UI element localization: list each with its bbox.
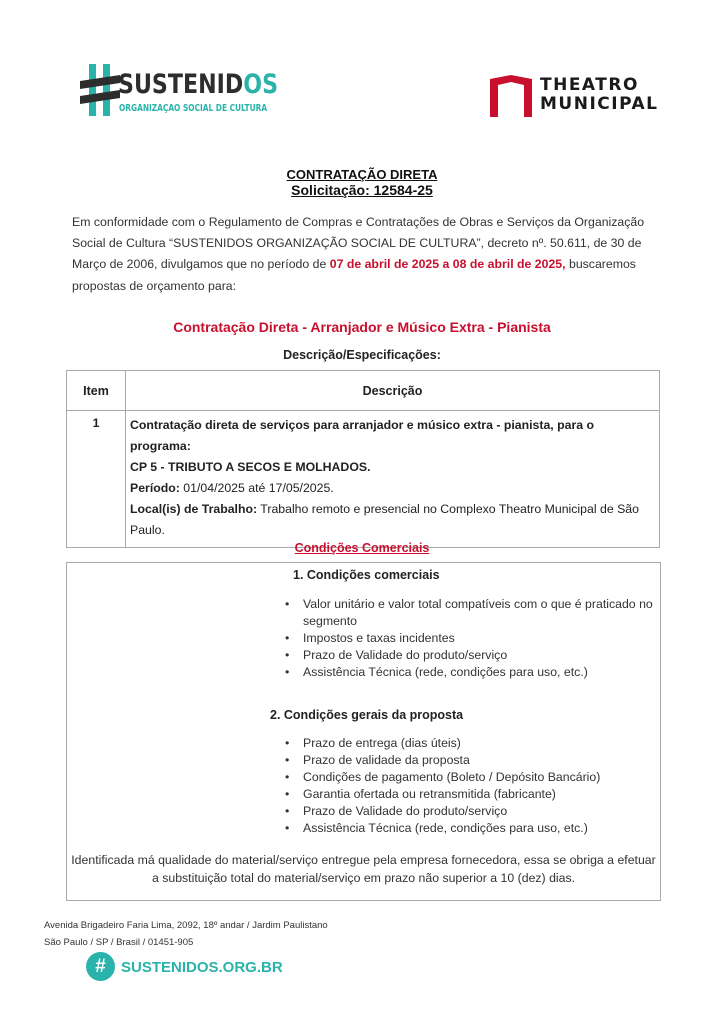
period-label: Período:	[130, 481, 180, 495]
period-line	[130, 478, 655, 499]
sustenidos-logo	[80, 62, 279, 118]
hash-icon: #	[86, 952, 115, 981]
list-item: • Impostos e taxas incidentes	[285, 630, 655, 647]
list-item: • Assistência Técnica (rede, condições para uso, etc.)	[285, 820, 655, 837]
sustenidos-wordmark: SUSTENIDOS	[118, 69, 279, 100]
list-item: • Prazo de Validade do produto/serviço	[285, 647, 655, 664]
request-number: Solicitação: 12584-25	[291, 182, 433, 198]
table-header-row	[67, 371, 660, 411]
item-description-line: Contratação direta de serviços para arranjador e músico extra - pianista, para o programa:	[130, 418, 595, 453]
list-item: • Prazo de Validade do produto/serviço	[285, 803, 655, 820]
theatro-municipal-logo	[490, 72, 660, 120]
document-title: CONTRATAÇÃO DIRETA	[286, 167, 438, 182]
theatro-line2: MUNICIPAL	[540, 94, 659, 114]
list-item: • Garantia ofertada ou retransmitida (fabricante)	[285, 786, 655, 803]
location-label: Local(is) de Trabalho:	[130, 502, 258, 516]
list-item: • Prazo de entrega (dias úteis)	[285, 735, 655, 752]
conditions-box	[66, 562, 661, 901]
table-row	[67, 411, 660, 548]
item-number: 1	[67, 411, 126, 548]
sustenidos-subtitle: ORGANIZAÇÃO SOCIAL DE CULTURA	[119, 103, 268, 114]
section1-list	[285, 596, 655, 681]
item-description	[126, 411, 660, 548]
hash-icon	[80, 62, 120, 116]
list-item: • Condições de pagamento (Boleto / Depósito Bancário)	[285, 769, 655, 786]
website-link[interactable]: SUSTENIDOS.ORG.BR	[121, 959, 283, 976]
header-item: Item	[67, 371, 126, 411]
intro-text: Em conformidade com o Regulamento de Compras e Contratações de Obras e Serviços da Organização Social de Cultura “SUSTENIDOS ORGANIZAÇÃO SOCIAL DE CULTURA”, decreto nº. 50.611, de 30 de Março de 2006, divulgamos que no período de	[72, 215, 645, 272]
section1-heading: 1. Condições comerciais	[293, 568, 440, 582]
specifications-label: Descrição/Especificações:	[283, 348, 441, 362]
list-item: • Assistência Técnica (rede, condições para uso, etc.)	[285, 664, 655, 681]
period-highlight: 07 de abril de 2025 a 08 de abril de 2025,	[329, 257, 566, 272]
intro-paragraph	[72, 212, 662, 297]
closing-statement: Identificada má qualidade do material/serviço entregue pela empresa fornecedora, essa se obriga a efetuar a substituição total do material/serviço em prazo não superior a 10 (dez) dias.	[71, 853, 656, 885]
conditions-title: Condições Comerciais	[294, 541, 430, 555]
period-value: 01/04/2025 até 17/05/2025.	[179, 481, 334, 495]
theatre-arch-icon	[490, 75, 532, 117]
list-item: • Prazo de validade da proposta	[285, 752, 655, 769]
list-item: • Valor unitário e valor total compatíveis com o que é praticado no segmento	[285, 596, 655, 630]
location-value: Trabalho remoto e presencial no Complexo Theatro Municipal de São Paulo.	[130, 502, 639, 537]
header-description: Descrição	[126, 371, 660, 411]
location-line	[130, 499, 655, 541]
address-line2: São Paulo / SP / Brasil / 01451-905	[44, 937, 194, 948]
intro-text-end: buscaremos propostas de orçamento para:	[72, 257, 636, 293]
section2-list	[285, 735, 655, 837]
footer-address	[44, 917, 328, 951]
address-line1: Avenida Brigadeiro Faria Lima, 2092, 18º andar / Jardim Paulistano	[44, 920, 328, 931]
subject-heading: Contratação Direta - Arranjador e Músico Extra - Pianista	[173, 319, 551, 335]
theatro-line1: THEATRO	[540, 75, 639, 95]
section2-heading: 2. Condições gerais da proposta	[270, 708, 464, 722]
theatro-wordmark	[540, 76, 658, 114]
program-name: CP 5 - TRIBUTO A SECOS E MOLHADOS.	[130, 460, 371, 474]
items-table	[66, 370, 660, 548]
